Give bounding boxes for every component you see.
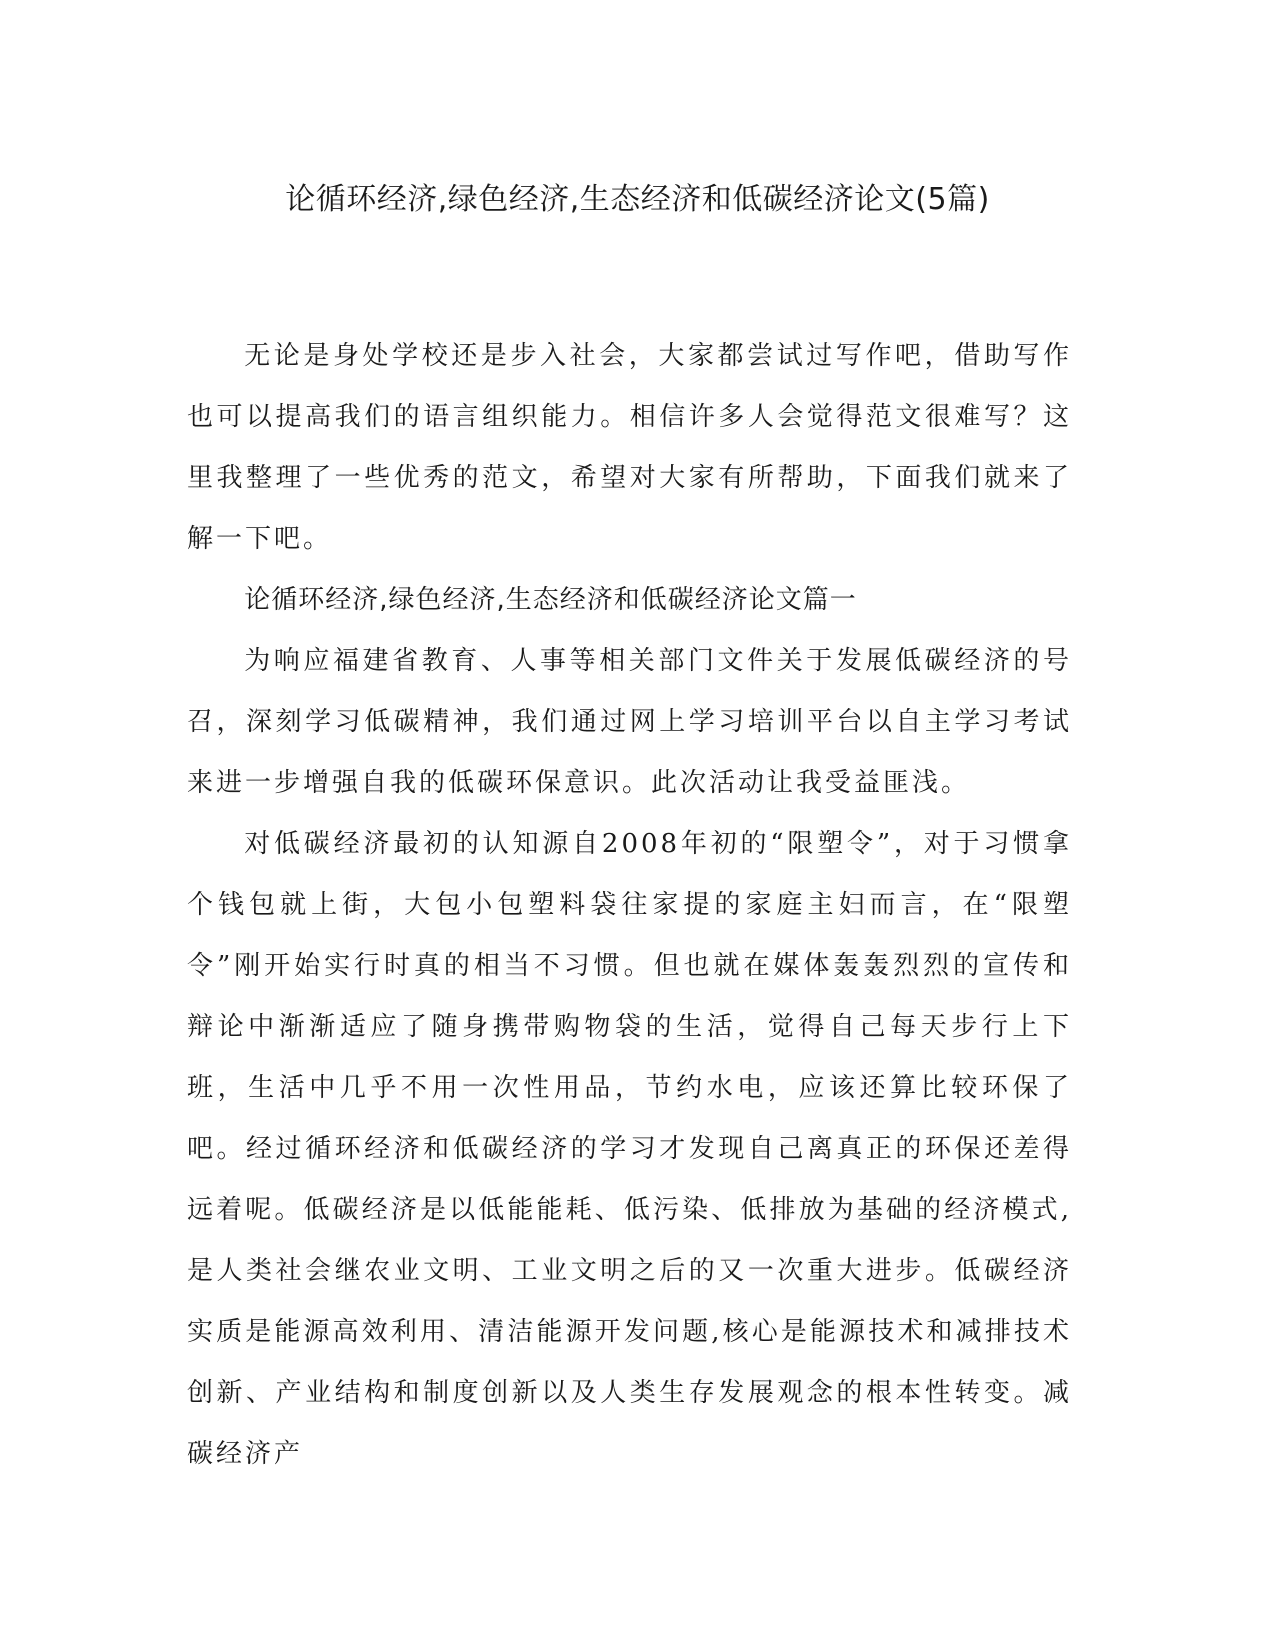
body-paragraph: 为响应福建省教育、人事等相关部门文件关于发展低碳经济的号召，深刻学习低碳精神，我们通过网上学习培训平台以自主学习考试来进一步增强自我的低碳环保意识。此次活动让我受益匪浅。 — [187, 646, 1072, 798]
document-title: 论循环经济,绿色经济,生态经济和低碳经济论文(5篇) — [285, 182, 990, 217]
section-heading: 论循环经济,绿色经济,生态经济和低碳经济论文篇一 — [244, 585, 857, 615]
document-body — [187, 326, 1072, 1485]
intro-paragraph: 无论是身处学校还是步入社会，大家都尝试过写作吧，借助写作也可以提高我们的语言组织能力。相信许多人会觉得范文很难写？这里我整理了一些优秀的范文，希望对大家有所帮助，下面我们就来了解一下吧。 — [187, 341, 1072, 554]
body-paragraph: 对低碳经济最初的认知源自2008年初的“限塑令”，对于习惯拿个钱包就上街，大包小包塑料袋往家提的家庭主妇而言，在“限塑令”刚开始实行时真的相当不习惯。但也就在媒体轰轰烈烈的宣传和辩论中渐渐适应了随身携带购物袋的生活，觉得自己每天步行上下班，生活中几乎不用一次性用品，节约水电，应该还算比较环保了吧。经过循环经济和低碳经济的学习才发现自己离真正的环保还差得远着呢。低碳经济是以低能能耗、低污染、低排放为基础的经济模式,是人类社会继农业文明、工业文明之后的又一次重大进步。低碳经济实质是能源高效利用、清洁能源开发问题,核心是能源技术和减排技术创新、产业结构和制度创新以及人类生存发展观念的根本性转变。减碳经济产 — [187, 829, 1072, 1469]
